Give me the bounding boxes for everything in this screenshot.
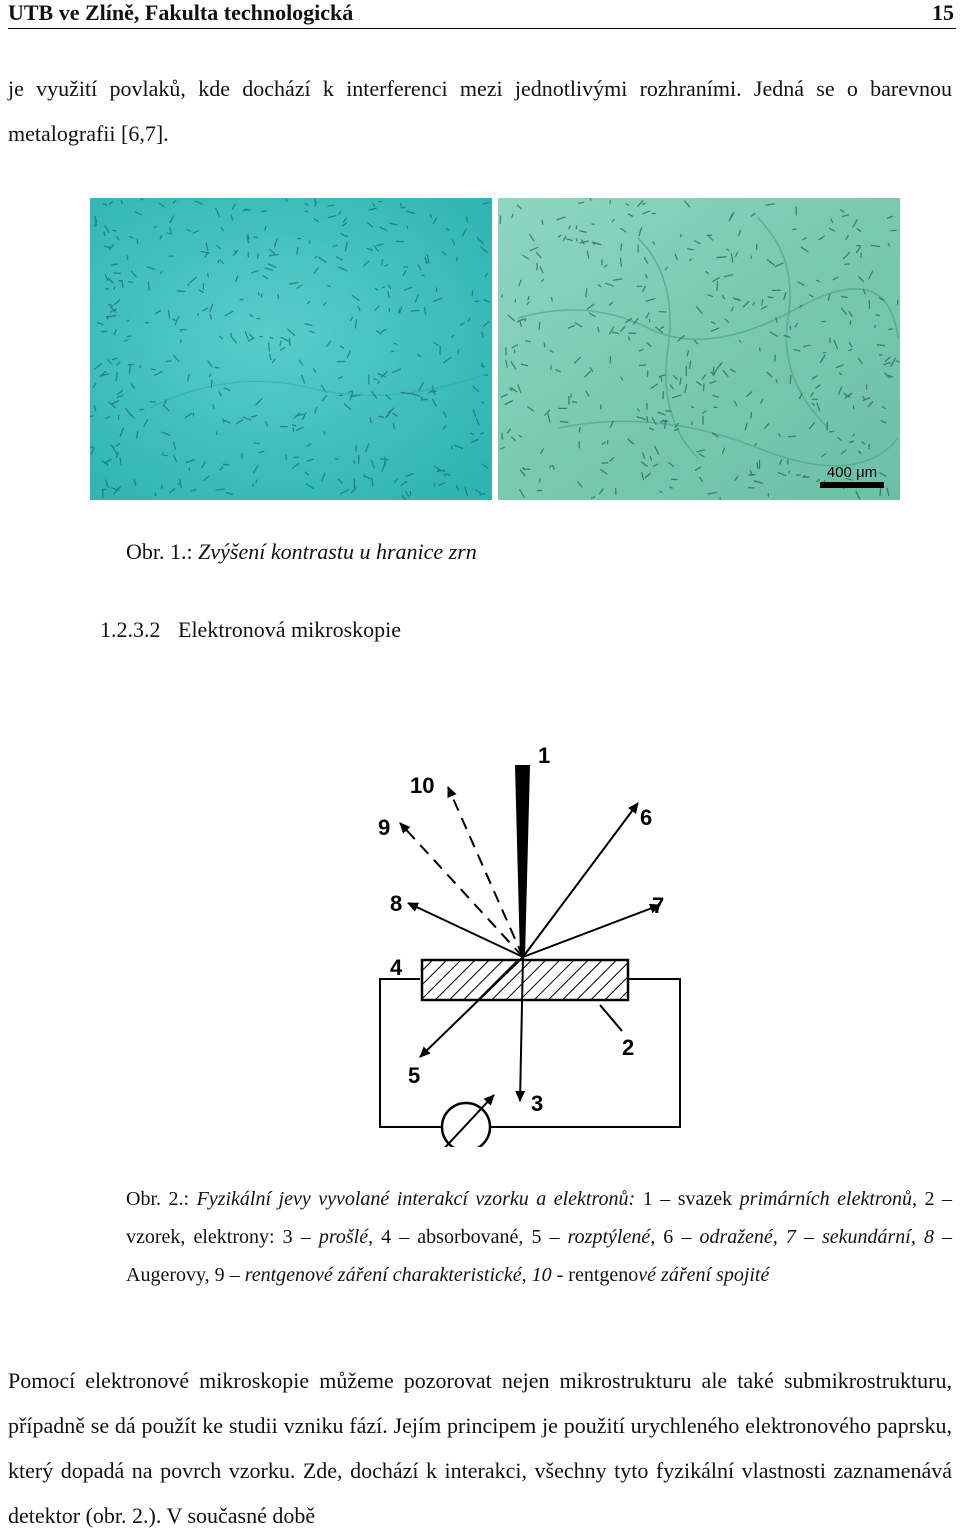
leader-2	[600, 1005, 622, 1031]
arrow-9	[400, 823, 523, 957]
electron-interaction-diagram	[360, 735, 695, 1147]
figure-1-caption-label: Obr. 1.:	[126, 539, 193, 564]
figure-1-caption	[126, 538, 477, 566]
caption-part: vé záření spojité	[638, 1264, 769, 1286]
label-6: 6	[640, 805, 652, 830]
micrograph-right	[498, 198, 900, 500]
caption-part: 1 – svazek	[635, 1188, 739, 1210]
caption-part: – Augerovy, 9 –	[126, 1226, 952, 1286]
label-9: 9	[378, 815, 390, 840]
label-7: 7	[652, 893, 664, 918]
figure-2-caption-label: Obr. 2.:	[126, 1188, 189, 1210]
label-3: 3	[531, 1091, 543, 1116]
micrograph-right-image	[498, 198, 900, 500]
caption-part: 4 – absorbované, 5 –	[373, 1226, 568, 1248]
label-2: 2	[622, 1035, 634, 1060]
sample-block	[422, 960, 628, 1000]
caption-part: rentgenové záření charakteristické, 10	[245, 1264, 552, 1286]
micrograph-left-image	[90, 198, 492, 500]
label-8: 8	[390, 891, 402, 916]
caption-part: 2 – vzorek, elektrony: 3 –	[126, 1188, 952, 1248]
caption-part: primárních elektronů,	[740, 1188, 917, 1210]
micrograph-left	[90, 198, 492, 500]
scale-bar-label: 400 μm	[827, 464, 877, 481]
label-1: 1	[538, 743, 550, 768]
figure-2-caption	[126, 1180, 952, 1294]
caption-part: Fyzikální jevy vyvolané interakcí vzorku a elektronů:	[197, 1188, 636, 1210]
page-number: 15	[932, 0, 954, 26]
caption-part: prošlé,	[319, 1226, 373, 1248]
arrow-6	[523, 803, 638, 957]
page-header	[8, 0, 956, 29]
label-10: 10	[410, 773, 434, 798]
label-5: 5	[408, 1063, 420, 1088]
caption-part: rozptýlené,	[568, 1226, 656, 1248]
figure-1-caption-text: Zvýšení kontrastu u hranice zrn	[198, 539, 477, 564]
arrow-8	[408, 903, 523, 957]
paragraph-intro: je využití povlaků, kde dochází k interferenci mezi jednotlivými rozhraními. Jedná se o barevnou metalografii [6,7].	[8, 66, 952, 156]
primary-beam	[515, 765, 530, 957]
caption-part: - rentgeno	[552, 1264, 639, 1286]
caption-part: odražené, 7 – sekundární, 8	[699, 1226, 934, 1248]
section-title: Elektronová mikroskopie	[178, 617, 401, 642]
header-title: UTB ve Zlíně, Fakultа technologická	[8, 0, 353, 26]
label-4: 4	[390, 955, 403, 980]
arrow-10	[448, 787, 523, 957]
section-number: 1.2.3.2	[100, 617, 161, 642]
scale-bar	[820, 482, 884, 488]
caption-part: 6 –	[655, 1226, 699, 1248]
section-heading	[100, 616, 401, 644]
paragraph-electron-microscopy: Pomocí elektronové mikroskopie můžeme pozorovat nejen mikrostrukturu ale také submikrostrukturu, případně se dá použít ke studii vzniku fází. Jejím principem je použití urychleného elektronového paprsku, který dopadá na povrch vzorku. Zde, dochází k interakci, všechny tyto fyzikální vlastnosti zaznamenává detektor (obr. 2.). V současné době	[8, 1358, 952, 1538]
